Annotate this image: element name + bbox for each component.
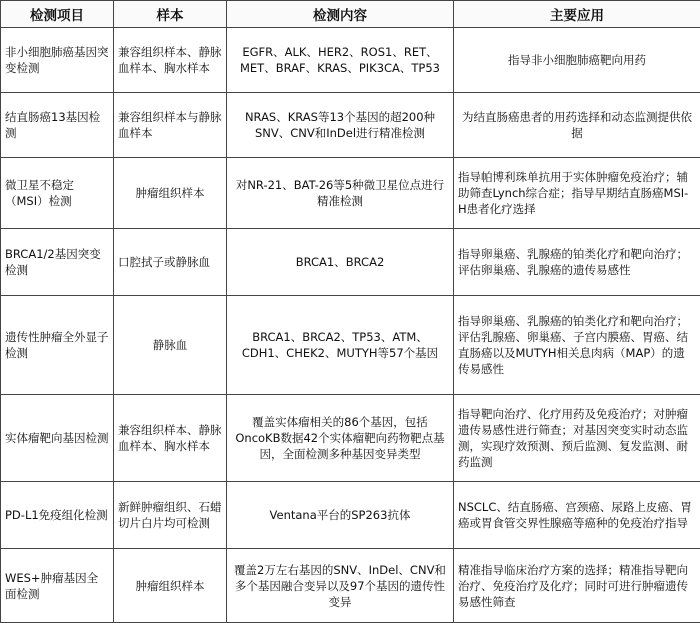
cell-application: 指导非小细胞肺癌靶向用药	[454, 28, 700, 93]
cell-item: 遗传性肿瘤全外显子检测	[1, 296, 114, 395]
header-row	[1, 1, 700, 28]
table-row	[1, 158, 700, 229]
cell-content: BRCA1、BRCA2	[227, 229, 454, 296]
cell-application: 指导卵巢癌、乳腺癌的铂类化疗和靶向治疗；评估卵巢癌、乳腺癌的遗传易感性	[454, 229, 700, 296]
cell-application: 精准指导临床治疗方案的选择；精准指导靶向治疗、免疫治疗及化疗；同时可进行肿瘤遗传易感性筛查	[454, 549, 700, 623]
cell-application: NSCLC、结直肠癌、宫颈癌、尿路上皮癌、胃癌或胃食管交界性腺癌等癌种的免疫治疗指导	[454, 482, 700, 549]
cell-content: NRAS、KRAS等13个基因的超200种SNV、CNV和InDel进行精准检测	[227, 93, 454, 158]
cell-item: 微卫星不稳定（MSI）检测	[1, 158, 114, 229]
cell-content: Ventana平台的SP263抗体	[227, 482, 454, 549]
header-application: 主要应用	[454, 1, 700, 28]
table-row	[1, 229, 700, 296]
cell-application: 指导卵巢癌、乳腺癌的铂类化疗和靶向治疗；评估乳腺癌、卵巢癌、子宫内膜癌、胃癌、结直肠癌以及MUTYH相关息肉病（MAP）的遗传易感性	[454, 296, 700, 395]
cell-sample: 兼容组织样本与静脉血样本	[114, 93, 227, 158]
table-row	[1, 296, 700, 395]
cell-sample: 新鲜肿瘤组织、石蜡切片白片均可检测	[114, 482, 227, 549]
table-row	[1, 28, 700, 93]
cell-sample: 兼容组织样本、静脉血样本、胸水样本	[114, 28, 227, 93]
table-row	[1, 549, 700, 623]
header-content: 检测内容	[227, 1, 454, 28]
cell-item: BRCA1/2基因突变检测	[1, 229, 114, 296]
cell-item: PD-L1免疫组化检测	[1, 482, 114, 549]
header-sample: 样本	[114, 1, 227, 28]
cell-sample: 静脉血	[114, 296, 227, 395]
cell-sample: 肿瘤组织样本	[114, 158, 227, 229]
cell-application: 指导帕博利珠单抗用于实体肿瘤免疫治疗；辅助筛查Lynch综合症；指导早期结直肠癌MSI-H患者化疗选择	[454, 158, 700, 229]
cell-content: EGFR、ALK、HER2、ROS1、RET、MET、BRAF、KRAS、PIK3CA、TP53	[227, 28, 454, 93]
cell-application: 指导靶向治疗、化疗用药及免疫治疗；对肿瘤遗传易感性进行筛查；对基因突变实时动态监测，实现疗效预测、预后监测、复发监测、耐药监测	[454, 395, 700, 482]
cell-application: 为结直肠癌患者的用药选择和动态监测提供依据	[454, 93, 700, 158]
cell-content: 对NR-21、BAT-26等5种微卫星位点进行精准检测	[227, 158, 454, 229]
cell-content: 覆盖2万左右基因的SNV、InDel、CNV和多个基因融合变异以及97个基因的遗传性变异	[227, 549, 454, 623]
cell-content: 覆盖实体瘤相关的86个基因，包括OncoKB数据42个实体瘤靶向药物靶点基因，全面检测多种基因变异类型	[227, 395, 454, 482]
table-row	[1, 93, 700, 158]
cell-sample: 口腔拭子或静脉血	[114, 229, 227, 296]
cell-sample: 兼容组织样本、静脉血样本、胸水样本	[114, 395, 227, 482]
cell-item: 实体瘤靶向基因检测	[1, 395, 114, 482]
table-row	[1, 395, 700, 482]
cell-item: WES+肿瘤基因全面检测	[1, 549, 114, 623]
table-row	[1, 482, 700, 549]
cell-item: 结直肠癌13基因检测	[1, 93, 114, 158]
cell-content: BRCA1、BRCA2、TP53、ATM、CDH1、CHEK2、MUTYH等57个基因	[227, 296, 454, 395]
cell-item: 非小细胞肺癌基因突变检测	[1, 28, 114, 93]
cell-sample: 肿瘤组织样本	[114, 549, 227, 623]
header-item: 检测项目	[1, 1, 114, 28]
